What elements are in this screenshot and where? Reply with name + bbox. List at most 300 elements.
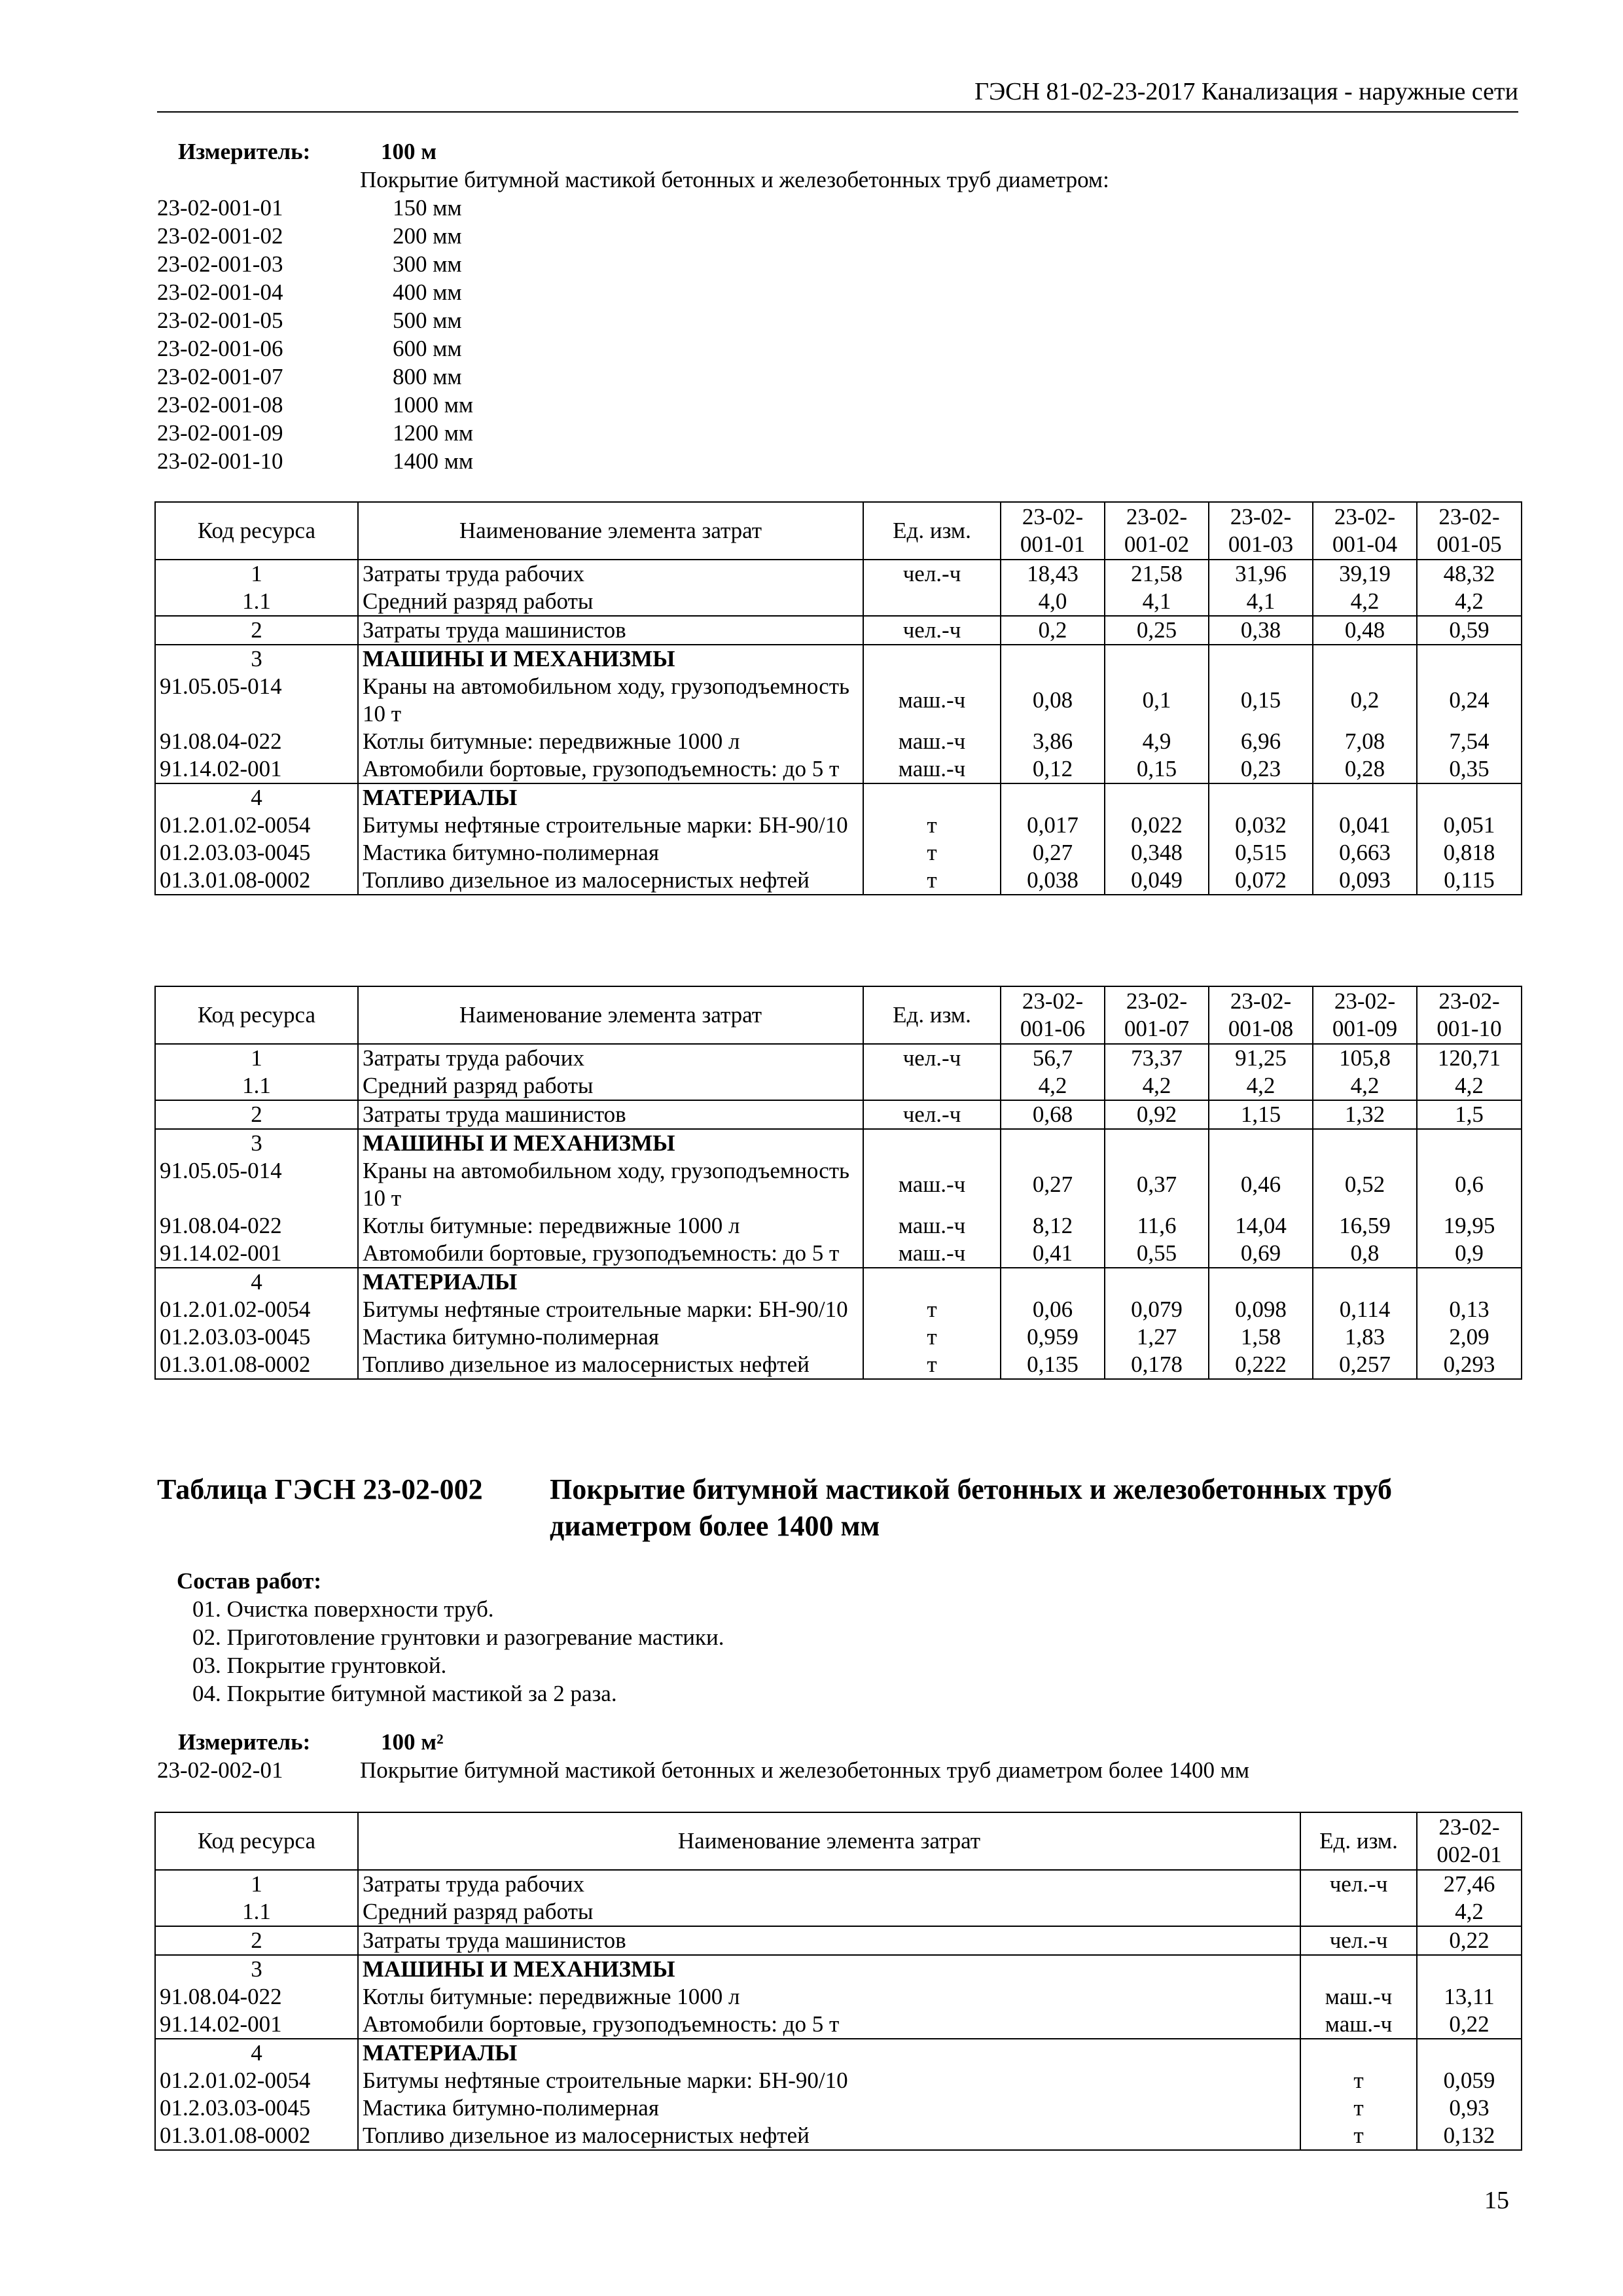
- header-norm-code-part: 23-02-: [1334, 504, 1396, 529]
- table-row: [155, 839, 1522, 867]
- measure-item: [157, 334, 1531, 363]
- cell-value: 0,12: [1001, 755, 1105, 783]
- header-norm-code-part: 001-02: [1124, 531, 1190, 557]
- cost-table-2: [154, 986, 1522, 1380]
- measure-item-code: 23-02-001-06: [157, 336, 283, 361]
- cell-value: [1209, 645, 1313, 673]
- cell-code: 1.1: [155, 588, 358, 616]
- cell-value: 0,293: [1417, 1351, 1522, 1379]
- cell-name: Затраты труда машинистов: [358, 1100, 863, 1129]
- measure-item: [157, 222, 1531, 250]
- cell-value: [1313, 783, 1417, 812]
- cell-value: 0,114: [1313, 1296, 1417, 1323]
- cell-value: [1209, 1129, 1313, 1157]
- header-norm-code-part: 001-09: [1332, 1016, 1398, 1041]
- table-row: [155, 1870, 1522, 1898]
- cell-value: 4,9: [1105, 728, 1209, 755]
- cell-value: 0,348: [1105, 839, 1209, 867]
- table-row: [155, 560, 1522, 588]
- cell-value: 0,35: [1417, 755, 1522, 783]
- cell-code: 91.05.05-014: [155, 673, 358, 728]
- cell-name: Топливо дизельное из малосернистых нефтей: [358, 2122, 1300, 2150]
- cell-value: 0,115: [1417, 867, 1522, 895]
- cell-value: [1105, 1268, 1209, 1296]
- cell-value: 0,257: [1313, 1351, 1417, 1379]
- works-list: [177, 1595, 724, 1708]
- table-row: [155, 2094, 1522, 2122]
- cell-value: [1001, 645, 1105, 673]
- cell-value: 105,8: [1313, 1044, 1417, 1072]
- cell-value: 2,09: [1417, 1323, 1522, 1351]
- cell-unit: маш.-ч: [863, 1240, 1001, 1268]
- cell-value: 91,25: [1209, 1044, 1313, 1072]
- measure-item-name: 300 мм: [393, 251, 462, 277]
- cell-value: 0,178: [1105, 1351, 1209, 1379]
- header-norm-code-part: 002-01: [1436, 1842, 1502, 1867]
- header-norm-code: [1209, 986, 1313, 1044]
- measure-block-1: [157, 137, 1531, 475]
- cell-value: [1105, 783, 1209, 812]
- cell-value: 0,222: [1209, 1351, 1313, 1379]
- cell-name: Битумы нефтяные строительные марки: БН-90/10: [358, 812, 863, 839]
- measure-item: [157, 363, 1531, 391]
- table-row: [155, 1100, 1522, 1129]
- header-norm-code-part: 23-02-: [1022, 504, 1084, 529]
- header-norm-code-part: 001-04: [1332, 531, 1398, 557]
- cell-name: МАШИНЫ И МЕХАНИЗМЫ: [358, 645, 863, 673]
- cell-value: 13,11: [1417, 1983, 1522, 2011]
- cell-unit: [1300, 2039, 1417, 2067]
- measure-item-code: 23-02-001-05: [157, 308, 283, 333]
- page-number: 15: [1484, 2187, 1509, 2214]
- cell-name: Затраты труда рабочих: [358, 1870, 1300, 1898]
- cell-value: 1,83: [1313, 1323, 1417, 1351]
- table-row: [155, 1955, 1522, 1983]
- table-title-line2: диаметром более 1400 мм: [550, 1510, 880, 1542]
- cell-value: 4,2: [1105, 1072, 1209, 1100]
- cell-value: [1417, 1268, 1522, 1296]
- header-name: Наименование элемента затрат: [358, 1812, 1300, 1870]
- cell-value: [1313, 1129, 1417, 1157]
- measure-item-name: 800 мм: [393, 364, 462, 389]
- cell-unit: [863, 783, 1001, 812]
- cell-value: 0,27: [1001, 839, 1105, 867]
- cell-value: 0,2: [1001, 616, 1105, 645]
- measure-label: Измеритель:: [178, 139, 311, 164]
- header-norm-code-part: 23-02-: [1230, 988, 1292, 1014]
- cell-value: 0,68: [1001, 1100, 1105, 1129]
- cell-name: Топливо дизельное из малосернистых нефтей: [358, 1351, 863, 1379]
- cell-unit: [863, 1072, 1001, 1100]
- cell-code: 3: [155, 1955, 358, 1983]
- cell-value: 4,2: [1209, 1072, 1313, 1100]
- measure-block-2: [157, 1728, 1531, 1784]
- cell-value: 0,017: [1001, 812, 1105, 839]
- cell-name: Котлы битумные: передвижные 1000 л: [358, 1212, 863, 1240]
- cell-unit: т: [863, 867, 1001, 895]
- cell-value: 0,1: [1105, 673, 1209, 728]
- cell-value: 0,15: [1209, 673, 1313, 728]
- cell-code: 01.2.01.02-0054: [155, 1296, 358, 1323]
- header-norm-code-part: 23-02-: [1438, 988, 1500, 1014]
- cell-code: 2: [155, 1100, 358, 1129]
- cell-value: 0,52: [1313, 1157, 1417, 1212]
- table-row: [155, 616, 1522, 645]
- header-unit: Ед. изм.: [863, 502, 1001, 560]
- cell-value: 0,098: [1209, 1296, 1313, 1323]
- cell-value: [1209, 1268, 1313, 1296]
- table-row: [155, 1157, 1522, 1212]
- cell-value: 0,038: [1001, 867, 1105, 895]
- cell-value: 14,04: [1209, 1212, 1313, 1240]
- measure-item: [157, 278, 1531, 306]
- cell-value: 0,38: [1209, 616, 1313, 645]
- table-header-row: [155, 1812, 1522, 1870]
- cost-table-1: [154, 501, 1522, 895]
- cell-code: 01.3.01.08-0002: [155, 867, 358, 895]
- measure-item-code: 23-02-001-04: [157, 279, 283, 305]
- header-code: Код ресурса: [155, 986, 358, 1044]
- header-norm-code-part: 001-08: [1228, 1016, 1294, 1041]
- cell-value: [1417, 645, 1522, 673]
- cell-name: МАШИНЫ И МЕХАНИЗМЫ: [358, 1129, 863, 1157]
- cell-value: 4,2: [1313, 588, 1417, 616]
- cell-value: 6,96: [1209, 728, 1313, 755]
- measure-item-name: 200 мм: [393, 223, 462, 249]
- cell-value: 1,32: [1313, 1100, 1417, 1129]
- header-name: Наименование элемента затрат: [358, 502, 863, 560]
- header-norm-code: [1209, 502, 1313, 560]
- cell-name: Автомобили бортовые, грузоподъемность: до 5 т: [358, 755, 863, 783]
- cell-value: [1001, 1268, 1105, 1296]
- cell-name: Котлы битумные: передвижные 1000 л: [358, 1983, 1300, 2011]
- cell-unit: [863, 588, 1001, 616]
- measure-item-name: 600 мм: [393, 336, 462, 361]
- table-row: [155, 2011, 1522, 2039]
- header-norm-code: [1105, 986, 1209, 1044]
- cell-unit: маш.-ч: [863, 728, 1001, 755]
- table-row: [155, 1323, 1522, 1351]
- measure-item-name: 1200 мм: [393, 420, 474, 446]
- header-norm-code-part: 001-01: [1020, 531, 1086, 557]
- cell-value: 1,27: [1105, 1323, 1209, 1351]
- measure-item-name: 500 мм: [393, 308, 462, 333]
- table-row: [155, 867, 1522, 895]
- table-row: [155, 2039, 1522, 2067]
- measure2-unit: 100 м²: [381, 1729, 444, 1755]
- cell-name: МАТЕРИАЛЫ: [358, 2039, 1300, 2067]
- cell-code: 1.1: [155, 1898, 358, 1926]
- cell-name: МАТЕРИАЛЫ: [358, 783, 863, 812]
- cell-name: Битумы нефтяные строительные марки: БН-90/10: [358, 2067, 1300, 2094]
- cell-value: 0,06: [1001, 1296, 1105, 1323]
- cell-value: 0,2: [1313, 673, 1417, 728]
- running-header: ГЭСН 81-02-23-2017 Канализация - наружные сети: [157, 77, 1518, 113]
- cell-value: 0,25: [1105, 616, 1209, 645]
- cell-value: 0,135: [1001, 1351, 1105, 1379]
- cell-value: 0,9: [1417, 1240, 1522, 1268]
- cell-value: 0,08: [1001, 673, 1105, 728]
- header-norm-code: [1105, 502, 1209, 560]
- table-row: [155, 755, 1522, 783]
- cell-value: 0,032: [1209, 812, 1313, 839]
- measure2-item-code: 23-02-002-01: [157, 1757, 283, 1783]
- cell-value: 0,022: [1105, 812, 1209, 839]
- cell-value: 4,0: [1001, 588, 1105, 616]
- cell-unit: маш.-ч: [863, 673, 1001, 728]
- measure-item-code: 23-02-001-10: [157, 448, 283, 474]
- header-name: Наименование элемента затрат: [358, 986, 863, 1044]
- table-row: [155, 1212, 1522, 1240]
- cell-value: 4,2: [1001, 1072, 1105, 1100]
- cell-code: 91.14.02-001: [155, 1240, 358, 1268]
- cell-code: 1.1: [155, 1072, 358, 1100]
- cell-value: [1105, 1129, 1209, 1157]
- cell-unit: т: [863, 1323, 1001, 1351]
- cell-value: 0,818: [1417, 839, 1522, 867]
- cell-name: Автомобили бортовые, грузоподъемность: до 5 т: [358, 2011, 1300, 2039]
- table-row: [155, 673, 1522, 728]
- header-norm-code: [1417, 502, 1522, 560]
- measure-item-code: 23-02-001-08: [157, 392, 283, 418]
- cell-value: 19,95: [1417, 1212, 1522, 1240]
- cell-value: 0,049: [1105, 867, 1209, 895]
- cell-unit: маш.-ч: [1300, 1983, 1417, 2011]
- header-code: Код ресурса: [155, 502, 358, 560]
- cell-code: 91.08.04-022: [155, 728, 358, 755]
- cell-value: 0,051: [1417, 812, 1522, 839]
- cell-unit: т: [1300, 2094, 1417, 2122]
- cell-value: [1417, 783, 1522, 812]
- cell-value: 4,2: [1417, 588, 1522, 616]
- works-item: 03. Покрытие грунтовкой.: [192, 1653, 447, 1678]
- cell-value: [1417, 1955, 1522, 1983]
- cell-value: 0,92: [1105, 1100, 1209, 1129]
- cell-value: [1105, 645, 1209, 673]
- cell-name: Мастика битумно-полимерная: [358, 2094, 1300, 2122]
- cell-code: 01.3.01.08-0002: [155, 2122, 358, 2150]
- cell-value: [1209, 783, 1313, 812]
- cell-value: 21,58: [1105, 560, 1209, 588]
- header-norm-code-part: 23-02-: [1022, 988, 1084, 1014]
- cell-value: 0,8: [1313, 1240, 1417, 1268]
- cell-value: 0,24: [1417, 673, 1522, 728]
- measure-item: [157, 306, 1531, 334]
- table-row: [155, 2122, 1522, 2150]
- measure-unit: 100 м: [381, 139, 437, 164]
- cell-code: 91.14.02-001: [155, 755, 358, 783]
- cell-value: 0,27: [1001, 1157, 1105, 1212]
- cell-name: Краны на автомобильном ходу, грузоподъемность 10 т: [358, 1157, 863, 1212]
- cell-unit: маш.-ч: [1300, 2011, 1417, 2039]
- cell-code: 4: [155, 1268, 358, 1296]
- cell-value: 0,48: [1313, 616, 1417, 645]
- measure-item: [157, 250, 1531, 278]
- cell-unit: чел.-ч: [863, 1044, 1001, 1072]
- cell-code: 91.08.04-022: [155, 1983, 358, 2011]
- measure-item-name: 1400 мм: [393, 448, 474, 474]
- cell-code: 1: [155, 1870, 358, 1898]
- cell-value: 7,08: [1313, 728, 1417, 755]
- cell-unit: т: [863, 839, 1001, 867]
- cell-value: 0,041: [1313, 812, 1417, 839]
- table-title-line1: Покрытие битумной мастикой бетонных и железобетонных труб: [550, 1473, 1393, 1505]
- cell-value: 0,15: [1105, 755, 1209, 783]
- works-item: 02. Приготовление грунтовки и разогревание мастики.: [192, 1624, 724, 1650]
- cell-code: 2: [155, 616, 358, 645]
- table-row: [155, 1072, 1522, 1100]
- cell-code: 1: [155, 560, 358, 588]
- cell-value: 0,28: [1313, 755, 1417, 783]
- header-norm-code-part: 23-02-: [1126, 504, 1188, 529]
- header-norm-code-part: 001-07: [1124, 1016, 1190, 1041]
- cell-unit: маш.-ч: [863, 1157, 1001, 1212]
- cell-value: 48,32: [1417, 560, 1522, 588]
- cell-unit: т: [1300, 2067, 1417, 2094]
- cell-value: [1313, 645, 1417, 673]
- measure-item: [157, 447, 1531, 475]
- cell-value: 0,37: [1105, 1157, 1209, 1212]
- cell-name: Затраты труда машинистов: [358, 1926, 1300, 1955]
- cell-value: 31,96: [1209, 560, 1313, 588]
- measure-item-name: 400 мм: [393, 279, 462, 305]
- cell-value: [1001, 783, 1105, 812]
- measure-item-code: 23-02-001-01: [157, 195, 283, 221]
- cell-value: 0,959: [1001, 1323, 1105, 1351]
- cell-value: 27,46: [1417, 1870, 1522, 1898]
- table-row: [155, 812, 1522, 839]
- header-norm-code-part: 001-05: [1436, 531, 1502, 557]
- measure-item: [157, 419, 1531, 447]
- header-norm-code-part: 23-02-: [1126, 988, 1188, 1014]
- measure-item-code: 23-02-001-02: [157, 223, 283, 249]
- header-norm-code-part: 001-03: [1228, 531, 1294, 557]
- cell-code: 3: [155, 1129, 358, 1157]
- cell-value: [1313, 1268, 1417, 1296]
- table-row: [155, 645, 1522, 673]
- header-unit: Ед. изм.: [863, 986, 1001, 1044]
- measure2-item-name: Покрытие битумной мастикой бетонных и железобетонных труб диаметром более 1400 мм: [360, 1757, 1250, 1783]
- cell-name: Битумы нефтяные строительные марки: БН-90/10: [358, 1296, 863, 1323]
- cell-value: 4,2: [1417, 1898, 1522, 1926]
- header-norm-code-part: 23-02-: [1438, 1814, 1500, 1840]
- cell-value: 73,37: [1105, 1044, 1209, 1072]
- cell-name: Топливо дизельное из малосернистых нефтей: [358, 867, 863, 895]
- cell-value: 0,6: [1417, 1157, 1522, 1212]
- cell-value: 1,58: [1209, 1323, 1313, 1351]
- cell-value: 0,515: [1209, 839, 1313, 867]
- cell-unit: [1300, 1898, 1417, 1926]
- table-row: [155, 1240, 1522, 1268]
- cell-value: 0,41: [1001, 1240, 1105, 1268]
- cell-name: Затраты труда машинистов: [358, 616, 863, 645]
- cell-unit: чел.-ч: [863, 560, 1001, 588]
- cell-value: 4,1: [1209, 588, 1313, 616]
- cell-unit: т: [863, 1351, 1001, 1379]
- cell-value: 16,59: [1313, 1212, 1417, 1240]
- cell-name: Затраты труда рабочих: [358, 560, 863, 588]
- cell-value: 4,1: [1105, 588, 1209, 616]
- cell-unit: чел.-ч: [1300, 1870, 1417, 1898]
- cell-value: 11,6: [1105, 1212, 1209, 1240]
- cell-name: Краны на автомобильном ходу, грузоподъемность 10 т: [358, 673, 863, 728]
- works-item: 01. Очистка поверхности труб.: [192, 1596, 494, 1622]
- cell-unit: чел.-ч: [863, 1100, 1001, 1129]
- cell-unit: [1300, 1955, 1417, 1983]
- table-row: [155, 1044, 1522, 1072]
- cell-value: 0,93: [1417, 2094, 1522, 2122]
- measure-item-code: 23-02-001-07: [157, 364, 283, 389]
- header-norm-code-part: 23-02-: [1230, 504, 1292, 529]
- measure-description: Покрытие битумной мастикой бетонных и железобетонных труб диаметром:: [360, 167, 1109, 192]
- cell-name: Мастика битумно-полимерная: [358, 839, 863, 867]
- header-norm-code: [1313, 502, 1417, 560]
- header-norm-code-part: 23-02-: [1438, 504, 1500, 529]
- header-unit: Ед. изм.: [1300, 1812, 1417, 1870]
- header-norm-code-part: 001-10: [1436, 1016, 1502, 1041]
- cell-code: 01.2.03.03-0045: [155, 2094, 358, 2122]
- header-norm-code: [1001, 986, 1105, 1044]
- measure-item: [157, 194, 1531, 222]
- table-row: [155, 728, 1522, 755]
- cell-value: 0,13: [1417, 1296, 1522, 1323]
- cell-unit: [863, 645, 1001, 673]
- cell-code: 4: [155, 783, 358, 812]
- table-row: [155, 1898, 1522, 1926]
- cell-value: 18,43: [1001, 560, 1105, 588]
- cell-unit: [863, 1268, 1001, 1296]
- cell-code: 91.14.02-001: [155, 2011, 358, 2039]
- table-row: [155, 1926, 1522, 1955]
- table-row: [155, 2067, 1522, 2094]
- cell-value: 0,093: [1313, 867, 1417, 895]
- table-title-block: [157, 1471, 1531, 1545]
- cell-name: Средний разряд работы: [358, 1072, 863, 1100]
- cell-value: 1,5: [1417, 1100, 1522, 1129]
- header-norm-code-part: 001-06: [1020, 1016, 1086, 1041]
- cell-value: 0,59: [1417, 616, 1522, 645]
- header-norm-code: [1417, 986, 1522, 1044]
- cell-value: 4,2: [1313, 1072, 1417, 1100]
- table-row: [155, 1351, 1522, 1379]
- cell-value: 4,2: [1417, 1072, 1522, 1100]
- cell-name: Котлы битумные: передвижные 1000 л: [358, 728, 863, 755]
- measure-items-list: [157, 194, 1531, 475]
- cell-unit: [863, 1129, 1001, 1157]
- cost-table-3: [154, 1812, 1522, 2151]
- cell-value: 56,7: [1001, 1044, 1105, 1072]
- cell-unit: т: [863, 812, 1001, 839]
- cell-value: [1417, 1129, 1522, 1157]
- table-label: Таблица ГЭСН 23-02-002: [157, 1473, 483, 1505]
- cell-value: 0,079: [1105, 1296, 1209, 1323]
- header-norm-code: [1417, 1812, 1522, 1870]
- cell-name: МАТЕРИАЛЫ: [358, 1268, 863, 1296]
- cell-value: 0,55: [1105, 1240, 1209, 1268]
- cell-unit: т: [1300, 2122, 1417, 2150]
- cell-code: 2: [155, 1926, 358, 1955]
- cell-name: Затраты труда рабочих: [358, 1044, 863, 1072]
- cell-name: МАШИНЫ И МЕХАНИЗМЫ: [358, 1955, 1300, 1983]
- table-header-row: [155, 502, 1522, 560]
- table-row: [155, 783, 1522, 812]
- cell-unit: чел.-ч: [863, 616, 1001, 645]
- cell-name: Мастика битумно-полимерная: [358, 1323, 863, 1351]
- cell-value: 120,71: [1417, 1044, 1522, 1072]
- works-composition: [177, 1567, 724, 1708]
- table-header-row: [155, 986, 1522, 1044]
- cell-value: 0,23: [1209, 755, 1313, 783]
